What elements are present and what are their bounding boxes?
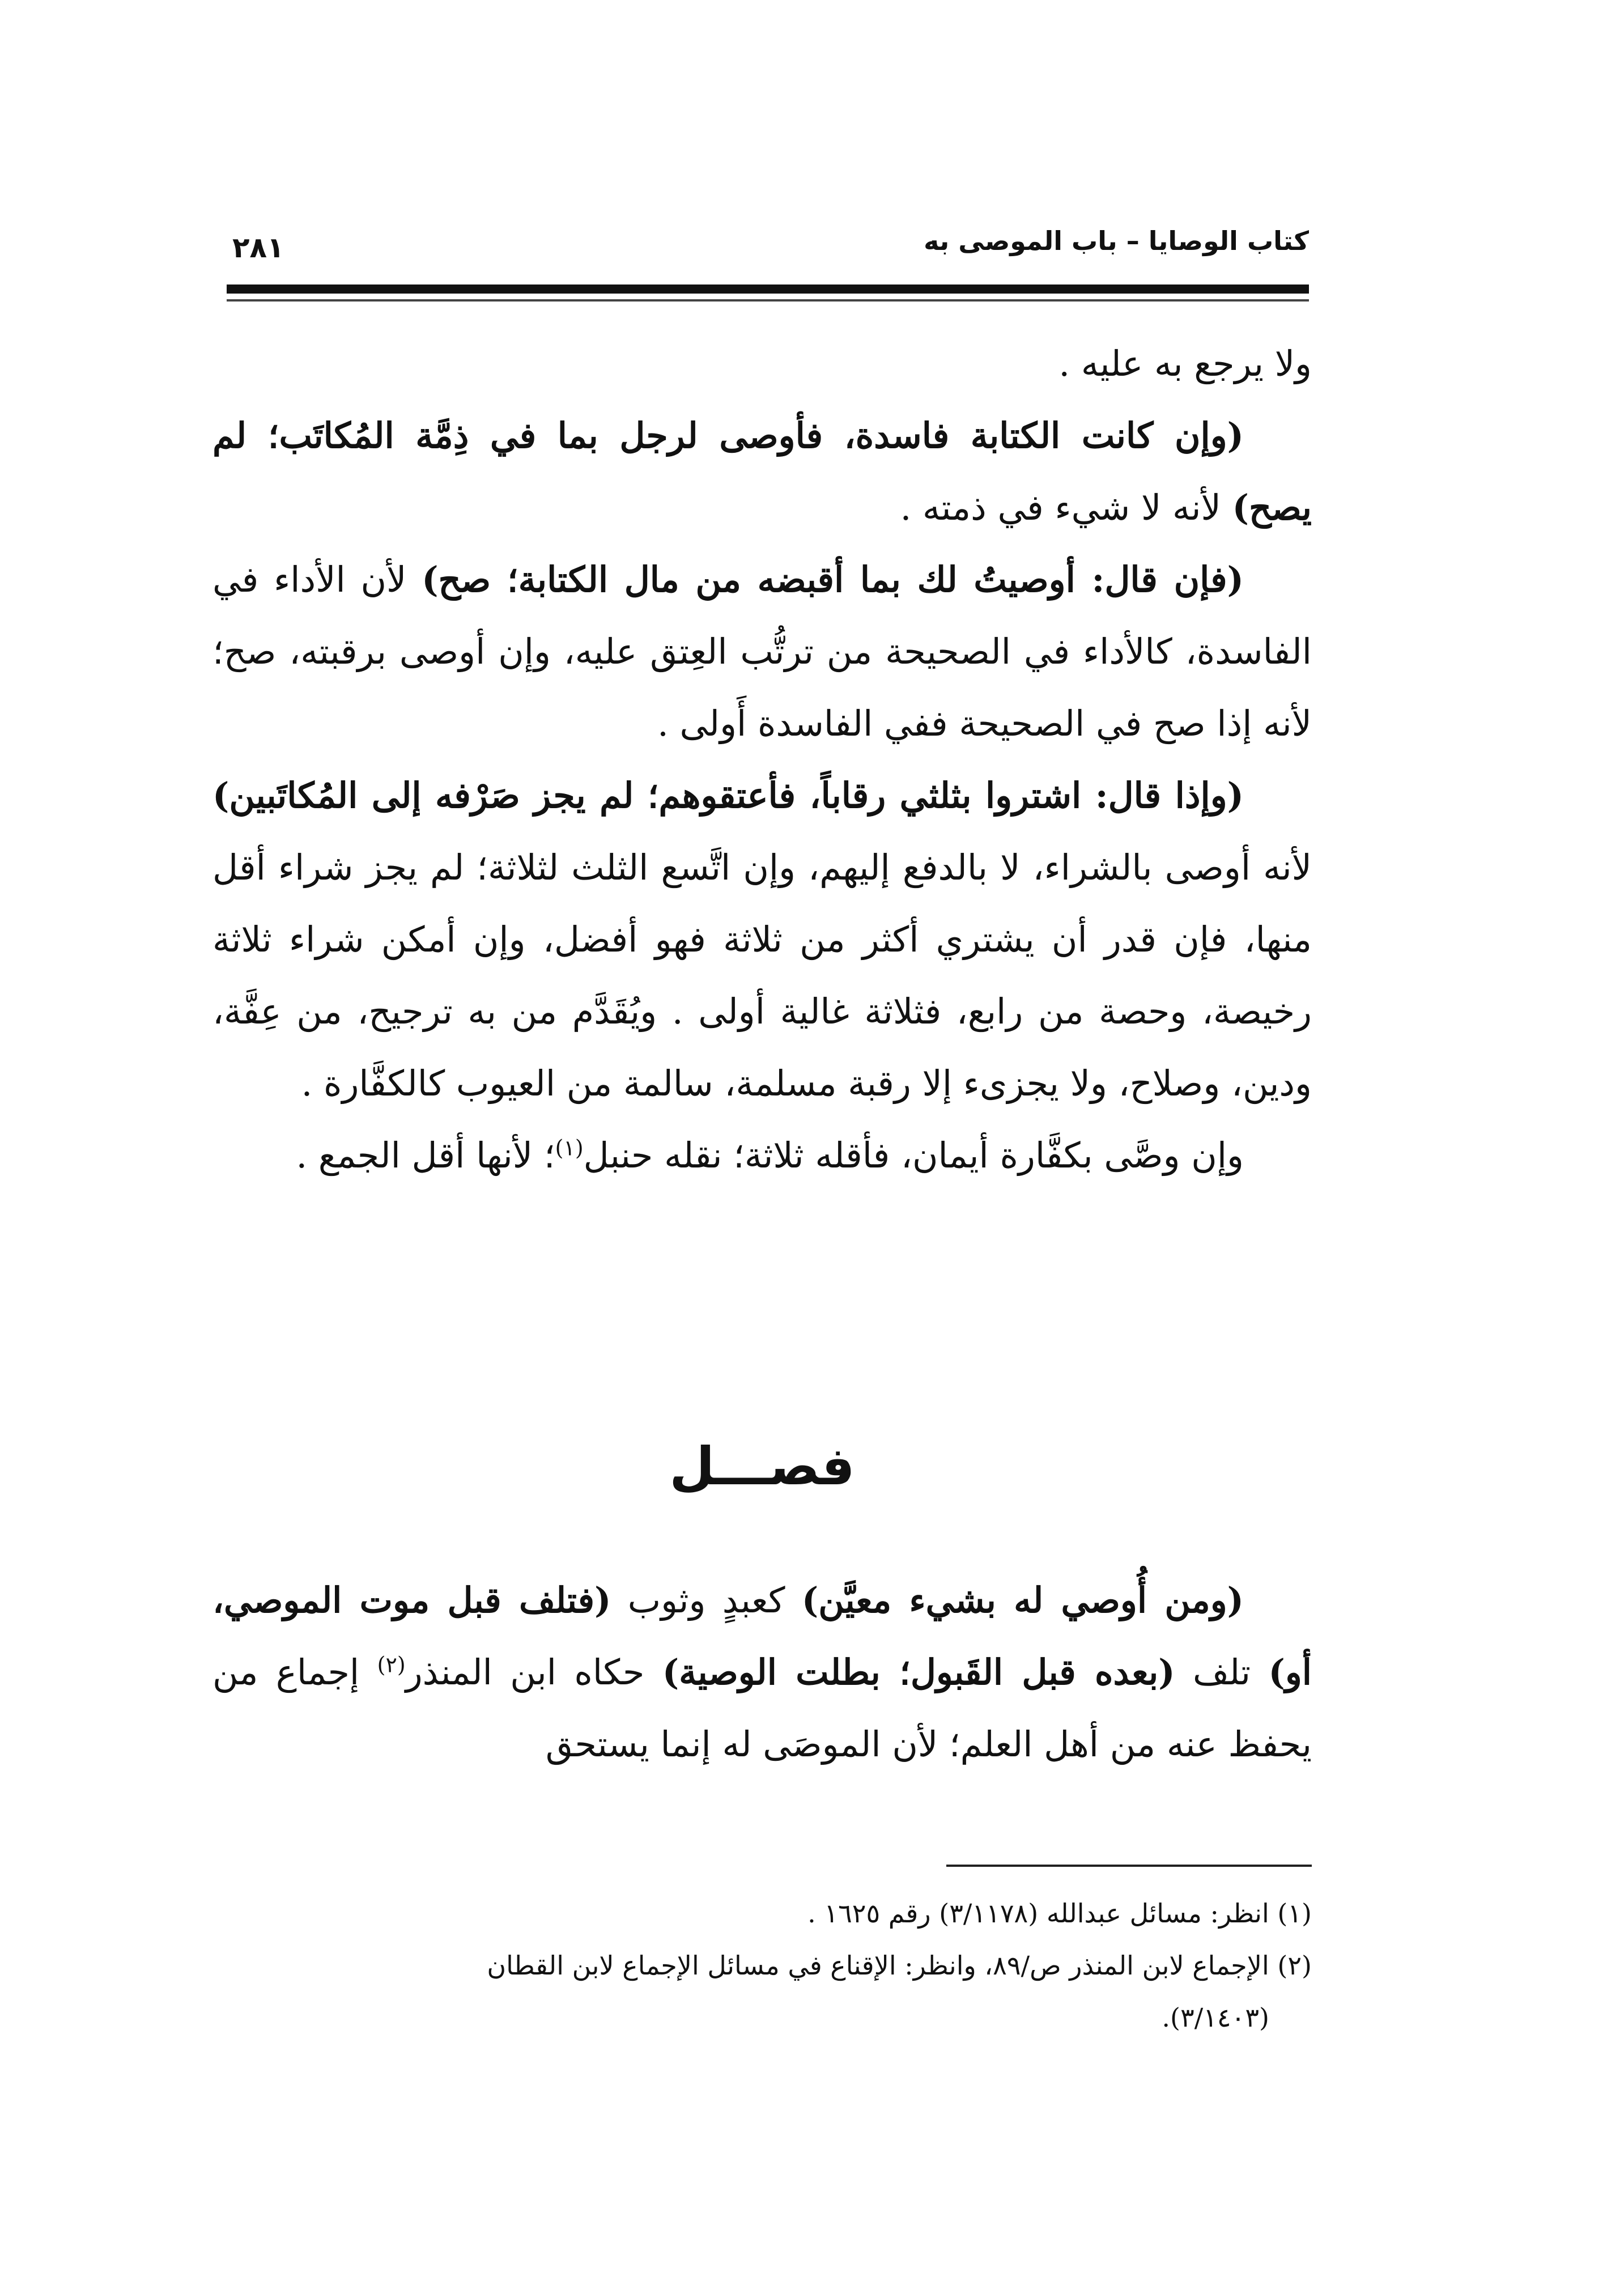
paragraph-5 [212, 1119, 1312, 1191]
header-rule-thin [227, 299, 1309, 302]
footnote-2: (٢) الإجماع لابن المنذر ص/٨٩، وانظر: الإقناع في مسائل الإجماع لابن القطان [487, 1950, 1312, 1981]
chapter-title: كتاب الوصايا – باب الموصى به [924, 226, 1309, 256]
sharh-text: وإن وصَّى بكفَّارة أيمان، فأقله ثلاثة؛ نقله حنبل [583, 1135, 1244, 1176]
paragraph-3 [212, 543, 1312, 759]
page-number: ٢٨١ [232, 231, 284, 264]
header-rule-thick [227, 284, 1309, 294]
sharh-text: لأنه أوصى بالشراء، لا بالدفع إليهم، وإن اتَّسع الثلث لثلاثة؛ لم يجز شراء أقل منها، فإن قدر أن يشتري أكثر من ثلاثة فهو أفضل، وإن أمكن شراء ثلاثة رخيصة، وحصة من رابع، فثلاثة غالية أولى . ويُقَدَّم من به ترجيح، من عِفَّة، ودين، وصلاح، ولا يجزىء إلا رقبة مسلمة، سالمة من العيوب كالكفَّارة . [212, 847, 1312, 1104]
footnote-marker-2: (٢) [377, 1652, 406, 1678]
matn-text: (فإن قال: أوصيتُ لك بما أقبضه من مال الكتابة؛ صح) [422, 559, 1244, 600]
footnote-1: (١) انظر: مسائل عبدالله (٣/١١٧٨) رقم ١٦٢٥ . [807, 1898, 1312, 1929]
sharh-text: لأن الأداء في الفاسدة، كالأداء في الصحيحة من ترتُّب العِتق عليه، وإن أوصى برقبته، صح؛ لأنه إذا صح في الصحيحة ففي الفاسدة أَولى . [212, 559, 1312, 744]
matn-text: (فتلف قبل موت الموصي، أو) [212, 1579, 1312, 1693]
section-text [212, 1564, 1312, 1780]
paragraph-1 [212, 328, 1312, 400]
paragraph-4 [212, 759, 1312, 1119]
footnote-2-continuation: (٣/١٤٠٣). [1162, 2002, 1269, 2033]
sharh-text: لأنه لا شيء في ذمته . [900, 487, 1232, 528]
paragraph-2 [212, 400, 1312, 543]
footnote-separator [946, 1865, 1312, 1867]
matn-text: (بعده قبل القَبول؛ بطلت الوصية) [662, 1651, 1175, 1693]
footnote-marker-1: (١) [555, 1135, 584, 1161]
footnotes [212, 1887, 1312, 2044]
sharh-text: ؛ لأنها أقل الجمع . [296, 1135, 555, 1176]
sharh-text: إجماع من يحفظ عنه من أهل العلم؛ لأن الموصَى له إنما يستحق [212, 1651, 1312, 1765]
matn-text: (وإذا قال: اشتروا بثلثي رقاباً، فأعتقوهم؛ لم يجز صَرْفه إلى المُكاتَبين) [212, 775, 1244, 816]
paragraph-text: ولا يرجع به عليه . [1058, 343, 1312, 384]
matn-text: (ومن أُوصي له بشيء معيَّن) [801, 1579, 1244, 1621]
sharh-text: حكاه ابن المنذر [405, 1651, 662, 1693]
matn-text: (وإن كانت الكتابة فاسدة، فأوصى لرجل بما في ذِمَّة المُكاتَب؛ لم يصح) [212, 415, 1312, 528]
main-text [212, 328, 1312, 1191]
sharh-text: تلف [1175, 1651, 1269, 1693]
section-paragraph [212, 1564, 1312, 1780]
sharh-text: كعبدٍ وثوب [611, 1579, 802, 1621]
running-header [227, 224, 1309, 264]
section-heading: فصـــل [669, 1436, 855, 1497]
